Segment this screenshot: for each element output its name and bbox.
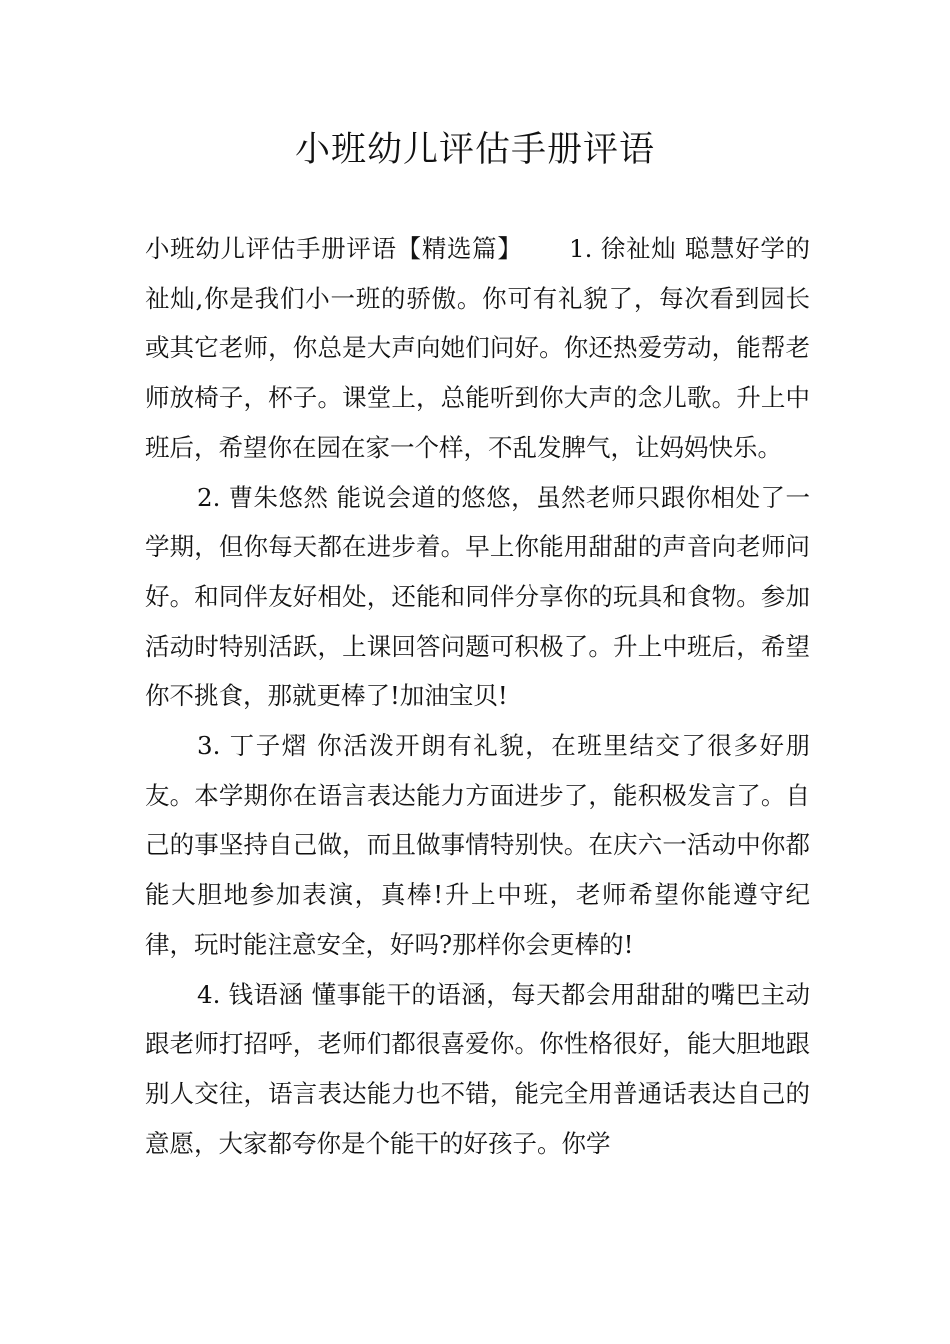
paragraph-intro: 小班幼儿评估手册评语【精选篇】 1. 徐祉灿 聪慧好学的祉灿,你是我们小一班的骄傲。你可有礼貌了，每次看到园长或其它老师，你总是大声向她们问好。你还热爱劳动，能帮老师放椅子，杯子。课堂上，总能听到你大声的念儿歌。升上中班后，希望你在园在家一个样，不乱发脾气，让妈妈快乐。 <box>145 234 810 462</box>
paragraph-item-2: 2. 曹朱悠然 能说会道的悠悠，虽然老师只跟你相处了一学期，但你每天都在进步着。早上你能用甜甜的声音向老师问好。和同伴友好相处，还能和同伴分享你的玩具和食物。参加活动时特别活跃，上课回答问题可积极了。升上中班后，希望你不挑食，那就更棒了!加油宝贝! <box>145 482 810 711</box>
paragraph-item-3: 3. 丁子熠 你活泼开朗有礼貌，在班里结交了很多好朋友。本学期你在语言表达能力方面进步了，能积极发言了。自己的事坚持自己做，而且做事情特别快。在庆六一活动中你都能大胆地参加表演，真棒!升上中班，老师希望你能遵守纪律，玩时能注意安全，好吗?那样你会更棒的! <box>145 731 810 959</box>
paragraph-item-4: 4. 钱语涵 懂事能干的语涵，每天都会用甜甜的嘴巴主动跟老师打招呼，老师们都很喜爱你。你性格很好，能大胆地跟别人交往，语言表达能力也不错，能完全用普通话表达自己的意愿，大家都夸你是个能干的好孩子。你学 <box>145 979 810 1158</box>
document-body <box>145 224 810 1168</box>
document-title: 小班幼儿评估手册评语 <box>294 130 655 170</box>
